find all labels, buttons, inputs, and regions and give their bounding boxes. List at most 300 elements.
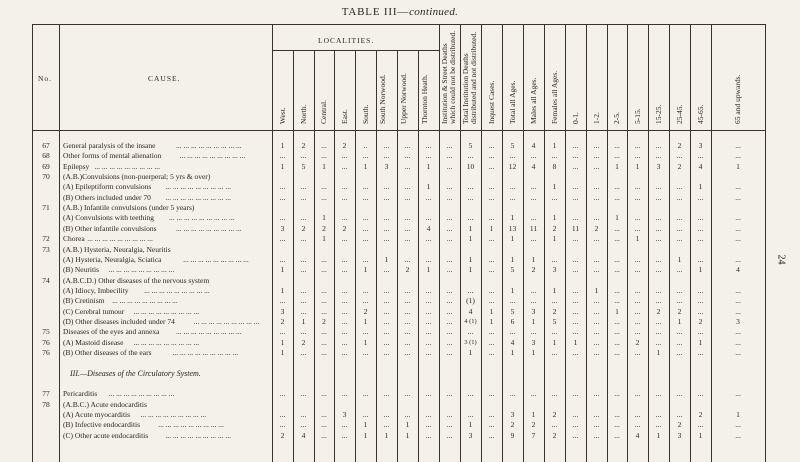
table-cell: ...: [383, 141, 390, 150]
table-cell: ...: [383, 316, 390, 326]
table-cell: ...: [300, 234, 307, 244]
cause-label: (A) Epileptiform convulsions: [63, 182, 152, 192]
table-cell: ...: [404, 192, 411, 202]
table-cell: ...: [593, 234, 600, 244]
frame-left: [32, 24, 33, 462]
table-cell: ...: [321, 410, 327, 420]
table-cell: ...: [425, 254, 432, 264]
column-rule: [59, 24, 60, 462]
table-cell: ...: [404, 337, 411, 347]
table-cell: ...: [593, 389, 600, 399]
table-cell: ...: [676, 296, 683, 306]
table-cell: 1: [656, 348, 661, 357]
table-cell: ...: [572, 348, 579, 357]
section-heading: III.—Diseases of the Circulatory System.: [70, 368, 201, 378]
table-cell: ...: [488, 327, 495, 337]
table-cell: ...: [614, 389, 620, 399]
table-cell: ...: [383, 296, 390, 306]
table-cell: ...: [735, 337, 741, 347]
table-cell: 1: [677, 316, 682, 326]
table-cell: ...: [676, 182, 683, 192]
page-number: 24: [775, 254, 787, 265]
table-cell: ...: [551, 296, 558, 306]
table-cell: ...: [321, 182, 327, 192]
table-cell: ...: [383, 389, 390, 399]
table-cell: 2: [656, 306, 661, 316]
table-cell: ...: [321, 430, 327, 440]
column-header: Thornton Heath.: [420, 74, 429, 124]
table-cell: ...: [279, 213, 286, 223]
table-cell: ...: [593, 410, 600, 420]
table-cell: 10: [466, 161, 475, 171]
table-cell: ...: [676, 213, 683, 223]
table-cell: ...: [446, 348, 453, 357]
table-cell: ...: [655, 234, 662, 244]
table-cell: ...: [383, 327, 390, 337]
table-cell: ...: [300, 410, 307, 420]
table-cell: ...: [593, 296, 600, 306]
table-cell: ...: [509, 389, 516, 399]
table-cell: 4: [531, 141, 536, 150]
table-cell: 1: [531, 316, 536, 326]
table-cell: 2: [552, 410, 557, 420]
table-cell: ...: [735, 234, 741, 244]
row-number: 75: [42, 327, 50, 337]
table-cell: ...: [614, 285, 620, 295]
table-cell: ...: [488, 410, 495, 420]
table-cell: ...: [676, 234, 683, 244]
table-cell: 3: [531, 306, 536, 316]
table-cell: ...: [321, 348, 327, 357]
table-cell: ...: [634, 213, 641, 223]
table-cell: ...: [676, 389, 683, 399]
table-cell: ...: [321, 151, 327, 161]
table-cell: ...: [572, 234, 579, 244]
column-header: South Norwood.: [378, 74, 387, 124]
table-cell: ...: [300, 265, 307, 275]
table-cell: ...: [572, 161, 579, 171]
table-cell: ...: [467, 285, 474, 295]
row-number: 67: [42, 141, 50, 150]
table-cell: ...: [362, 327, 369, 337]
table-cell: 1: [363, 430, 368, 440]
table-cell: ...: [551, 327, 558, 337]
cause-label: (A.B.) Hysteria, Neuralgia, Neuritis: [63, 244, 171, 254]
table-cell: ...: [383, 410, 390, 420]
table-cell: ...: [530, 234, 537, 244]
table-cell: 1: [531, 410, 536, 420]
table-cell: ...: [697, 254, 704, 264]
table-cell: ...: [614, 254, 620, 264]
table-cell: 1: [363, 337, 368, 347]
table-cell: 1: [426, 182, 431, 192]
table-cell: ...: [572, 306, 579, 316]
table-cell: ...: [572, 285, 579, 295]
table-cell: ...: [551, 192, 558, 202]
table-cell: ...: [593, 254, 600, 264]
cause-label: (B) Others included under 70: [63, 192, 151, 202]
table-cell: ...: [404, 285, 411, 295]
leader-dots: ... ... ... ... ... ... ... ... ...: [158, 420, 224, 430]
table-cell: ...: [735, 327, 741, 337]
table-cell: 1: [280, 337, 285, 347]
table-cell: ...: [425, 192, 432, 202]
table-cell: 3: [468, 430, 473, 440]
table-cell: 1: [322, 161, 326, 171]
table-cell: 2: [677, 141, 682, 150]
table-cell: ...: [676, 410, 683, 420]
table-cell: ...: [279, 254, 286, 264]
table-cell: ...: [321, 327, 327, 337]
table-cell: ...: [404, 182, 411, 192]
cause-label: (A) Hysteria, Neuralgia, Sciatica: [63, 254, 162, 264]
table-cell: 1: [698, 182, 703, 192]
table-cell: ...: [488, 182, 495, 192]
leader-dots: ... ... ... ... ... ... ... ... ...: [94, 161, 161, 171]
table-cell: ...: [614, 192, 620, 202]
row-number: 68: [42, 151, 50, 161]
leader-dots: ... ... ... ... ... ... ... ... ...: [165, 182, 232, 192]
table-cell: ...: [676, 337, 683, 347]
table-cell: ...: [321, 420, 327, 430]
table-cell: ...: [383, 182, 390, 192]
table-cell: ...: [634, 420, 641, 430]
table-cell: ...: [279, 192, 286, 202]
table-cell: 9: [510, 430, 515, 440]
table-cell: ...: [697, 389, 704, 399]
table-cell: ...: [488, 337, 495, 347]
table-cell: ...: [655, 285, 662, 295]
table-cell: ...: [300, 182, 307, 192]
table-cell: 2: [635, 337, 640, 347]
leader-dots: ... ... ... ... ... ... ... ... ...: [140, 410, 207, 420]
table-cell: 1: [510, 285, 515, 295]
table-cell: ...: [362, 182, 369, 192]
table-cell: ...: [321, 306, 327, 316]
table-cell: ...: [446, 306, 453, 316]
table-cell: ...: [362, 234, 369, 244]
table-cell: ...: [735, 223, 741, 233]
table-cell: ...: [321, 389, 327, 399]
table-cell: ...: [279, 151, 286, 161]
table-cell: ...: [425, 316, 432, 326]
table-cell: ...: [551, 254, 558, 264]
table-cell: ...: [362, 213, 369, 223]
table-cell: ...: [404, 306, 411, 316]
table-cell: ...: [614, 151, 620, 161]
table-cell: ...: [488, 348, 495, 357]
table-cell: ...: [735, 420, 741, 430]
column-header: 0-1.: [570, 112, 580, 124]
table-cell: ...: [614, 141, 620, 150]
header-localities: LOCALITIES.: [318, 36, 375, 45]
table-cell: 1: [363, 420, 368, 430]
table-cell: ...: [530, 389, 537, 399]
table-cell: 1: [280, 348, 285, 357]
table-cell: ...: [404, 223, 411, 233]
table-cell: ...: [697, 192, 704, 202]
table-cell: ...: [735, 296, 741, 306]
table-cell: ...: [593, 151, 600, 161]
cause-label: Epilepsy: [63, 161, 90, 171]
table-cell: ...: [341, 213, 348, 223]
table-cell: ...: [341, 389, 348, 399]
table-cell: ...: [467, 192, 474, 202]
table-cell: ...: [676, 265, 683, 275]
table-cell: ...: [488, 234, 495, 244]
table-cell: ...: [593, 265, 600, 275]
table-cell: 1: [736, 410, 740, 420]
table-cell: ...: [735, 254, 741, 264]
table-cell: ...: [530, 213, 537, 223]
table-cell: ...: [593, 213, 600, 223]
table-cell: 1: [635, 234, 640, 244]
table-cell: ...: [341, 192, 348, 202]
table-cell: ...: [425, 337, 432, 347]
table-cell: 1: [573, 337, 578, 347]
leader-dots: ... ... ... ... ... ... ... ... ...: [87, 234, 153, 244]
column-header: 25-45.: [674, 104, 684, 124]
table-cell: ...: [655, 420, 662, 430]
table-cell: 2: [322, 316, 326, 326]
header-cause: CAUSE.: [148, 74, 181, 83]
table-cell: 13: [508, 223, 517, 233]
table-cell: ...: [446, 223, 453, 233]
table-cell: ...: [446, 182, 453, 192]
column-header: Males all Ages.: [528, 77, 538, 124]
table-cell: ...: [488, 420, 495, 430]
table-cell: ...: [530, 296, 537, 306]
table-cell: ...: [655, 410, 662, 420]
table-cell: 1: [405, 430, 410, 440]
table-cell: ...: [425, 410, 432, 420]
table-cell: ...: [383, 213, 390, 223]
table-cell: ...: [735, 348, 741, 357]
table-cell: ...: [279, 410, 286, 420]
table-cell: ...: [404, 151, 411, 161]
table-cell: ...: [655, 151, 662, 161]
table-cell: ...: [321, 285, 327, 295]
table-cell: ...: [634, 265, 641, 275]
table-cell: ...: [362, 296, 369, 306]
table-cell: 1: [531, 254, 536, 264]
table-cell: ...: [341, 265, 348, 275]
table-cell: 11: [529, 223, 538, 233]
table-cell: 2: [531, 265, 536, 275]
table-cell: ...: [279, 296, 286, 306]
table-cell: 4: [468, 306, 473, 316]
cause-label: (A) Convulsions with teething: [63, 213, 155, 223]
table-cell: ...: [321, 296, 327, 306]
column-header: 1-2.: [591, 112, 601, 124]
table-cell: ...: [530, 151, 537, 161]
column-rule: [765, 24, 766, 462]
table-cell: 1: [552, 337, 557, 347]
table-cell: 1: [363, 316, 368, 326]
table-cell: ...: [530, 182, 537, 192]
column-header: 2-5.: [612, 112, 621, 124]
table-cell: ...: [735, 213, 741, 223]
table-cell: ...: [425, 420, 432, 430]
table-cell: ...: [634, 296, 641, 306]
table-cell: ...: [697, 348, 704, 357]
table-cell: ...: [509, 327, 516, 337]
table-cell: 2: [301, 223, 306, 233]
table-cell: ...: [300, 420, 307, 430]
table-cell: ...: [425, 306, 432, 316]
table-cell: 5: [510, 265, 515, 275]
table-cell: 2: [677, 161, 682, 171]
table-cell: ...: [404, 234, 411, 244]
table-cell: ...: [614, 410, 620, 420]
table-cell: ...: [341, 285, 348, 295]
table-cell: 1: [615, 213, 619, 223]
table-cell: ...: [300, 389, 307, 399]
table-cell: 4 (1): [464, 317, 477, 325]
table-cell: ...: [551, 420, 558, 430]
table-cell: ...: [697, 285, 704, 295]
table-cell: ...: [488, 213, 495, 223]
table-cell: ...: [572, 296, 579, 306]
row-number: 76: [42, 337, 50, 347]
table-cell: ...: [593, 192, 600, 202]
table-cell: 2: [301, 141, 306, 150]
table-cell: ...: [425, 213, 432, 223]
table-cell: 1: [322, 234, 326, 244]
table-cell: ...: [634, 316, 641, 326]
table-cell: ...: [572, 182, 579, 192]
table-cell: 4: [635, 430, 640, 440]
table-cell: ...: [321, 265, 327, 275]
table-cell: ...: [655, 223, 662, 233]
table-cell: 2: [342, 223, 347, 233]
leader-dots: ... ... ... ... ... ... ... ... ...: [176, 141, 242, 150]
table-cell: ...: [362, 223, 369, 233]
table-cell: 2: [280, 430, 285, 440]
column-header: 15-25.: [653, 104, 663, 124]
leader-dots: ... ... ... ... ... ... ... ... ...: [172, 348, 239, 357]
table-cell: ...: [655, 296, 662, 306]
frame-top: [32, 24, 766, 25]
table-cell: ...: [404, 348, 411, 357]
table-cell: ...: [614, 182, 620, 192]
table-cell: ...: [467, 410, 474, 420]
table-cell: 2: [405, 265, 410, 275]
column-header: Total Institution Deaths distributed and not distributed.: [461, 31, 478, 124]
table-cell: ...: [735, 306, 741, 316]
table-cell: 1: [656, 430, 661, 440]
table-cell: 1: [426, 265, 431, 275]
table-cell: 3: [342, 410, 347, 420]
table-cell: ...: [676, 192, 683, 202]
table-cell: ...: [488, 161, 495, 171]
table-cell: ...: [614, 223, 620, 233]
table-cell: ...: [383, 348, 390, 357]
table-cell: ...: [488, 254, 495, 264]
table-cell: 3: [656, 161, 661, 171]
table-cell: ...: [383, 420, 390, 430]
row-number: 70: [42, 172, 50, 182]
table-cell: ...: [488, 285, 495, 295]
table-cell: 2: [301, 337, 306, 347]
table-cell: 4: [301, 430, 306, 440]
table-cell: ...: [572, 430, 579, 440]
table-cell: ...: [634, 285, 641, 295]
table-cell: 4: [736, 265, 740, 275]
table-cell: ...: [341, 161, 348, 171]
table-cell: ...: [634, 182, 641, 192]
table-cell: 2: [594, 223, 599, 233]
table-cell: ...: [300, 296, 307, 306]
table-cell: 2: [698, 410, 703, 420]
table-cell: ...: [614, 337, 620, 347]
leader-dots: ... ... ... ... ... ... ... ... ...: [144, 285, 210, 295]
table-cell: ...: [362, 285, 369, 295]
table-cell: ..: [363, 141, 368, 150]
table-cell: ...: [634, 348, 641, 357]
table-cell: ...: [383, 192, 390, 202]
table-cell: ...: [572, 316, 579, 326]
table-cell: ...: [655, 265, 662, 275]
table-cell: 1: [489, 316, 494, 326]
table-cell: ...: [614, 348, 620, 357]
table-cell: ...: [593, 161, 600, 171]
cause-label: (B) Other infantile convulsions: [63, 223, 157, 233]
table-cell: ...: [425, 327, 432, 337]
table-cell: ...: [488, 151, 495, 161]
table-cell: ...: [488, 389, 495, 399]
table-cell: ...: [676, 285, 683, 295]
table-cell: ...: [735, 285, 741, 295]
table-cell: ...: [655, 389, 662, 399]
table-cell: ...: [634, 306, 641, 316]
table-cell: 11: [571, 223, 580, 233]
table-cell: ...: [341, 296, 348, 306]
cause-label: (B) Infective endocarditis: [63, 420, 141, 430]
table-cell: 3: [280, 306, 285, 316]
column-header: 5-15.: [632, 108, 642, 124]
table-cell: ...: [425, 389, 432, 399]
table-cell: ...: [572, 327, 579, 337]
cause-label: (A) Mastoid disease: [63, 337, 124, 347]
table-cell: ...: [446, 213, 453, 223]
leader-dots: ... ... ... ... ... ... ... ... ...: [108, 265, 175, 275]
table-cell: 6: [510, 316, 515, 326]
table-cell: 1: [552, 213, 557, 223]
column-header: East.: [339, 109, 349, 124]
table-cell: ...: [655, 337, 662, 347]
table-cell: ...: [341, 234, 348, 244]
table-cell: ...: [572, 141, 579, 150]
table-cell: 1: [363, 265, 368, 275]
table-cell: 2: [342, 141, 347, 150]
table-cell: ...: [446, 285, 453, 295]
table-cell: ...: [634, 151, 641, 161]
table-cell: ...: [300, 327, 307, 337]
cause-label: (C) Cerebral tumour: [63, 306, 125, 316]
column-header: Inquest Cases.: [486, 80, 496, 124]
table-cell: 1: [615, 306, 619, 316]
table-cell: ...: [697, 420, 704, 430]
table-cell: ...: [321, 337, 327, 347]
table-cell: ...: [593, 327, 600, 337]
table-cell: ...: [614, 316, 620, 326]
table-cell: ...: [446, 265, 453, 275]
table-cell: ...: [362, 410, 369, 420]
table-cell: 1: [426, 161, 431, 171]
table-cell: ...: [634, 141, 641, 150]
table-cell: ...: [697, 151, 704, 161]
